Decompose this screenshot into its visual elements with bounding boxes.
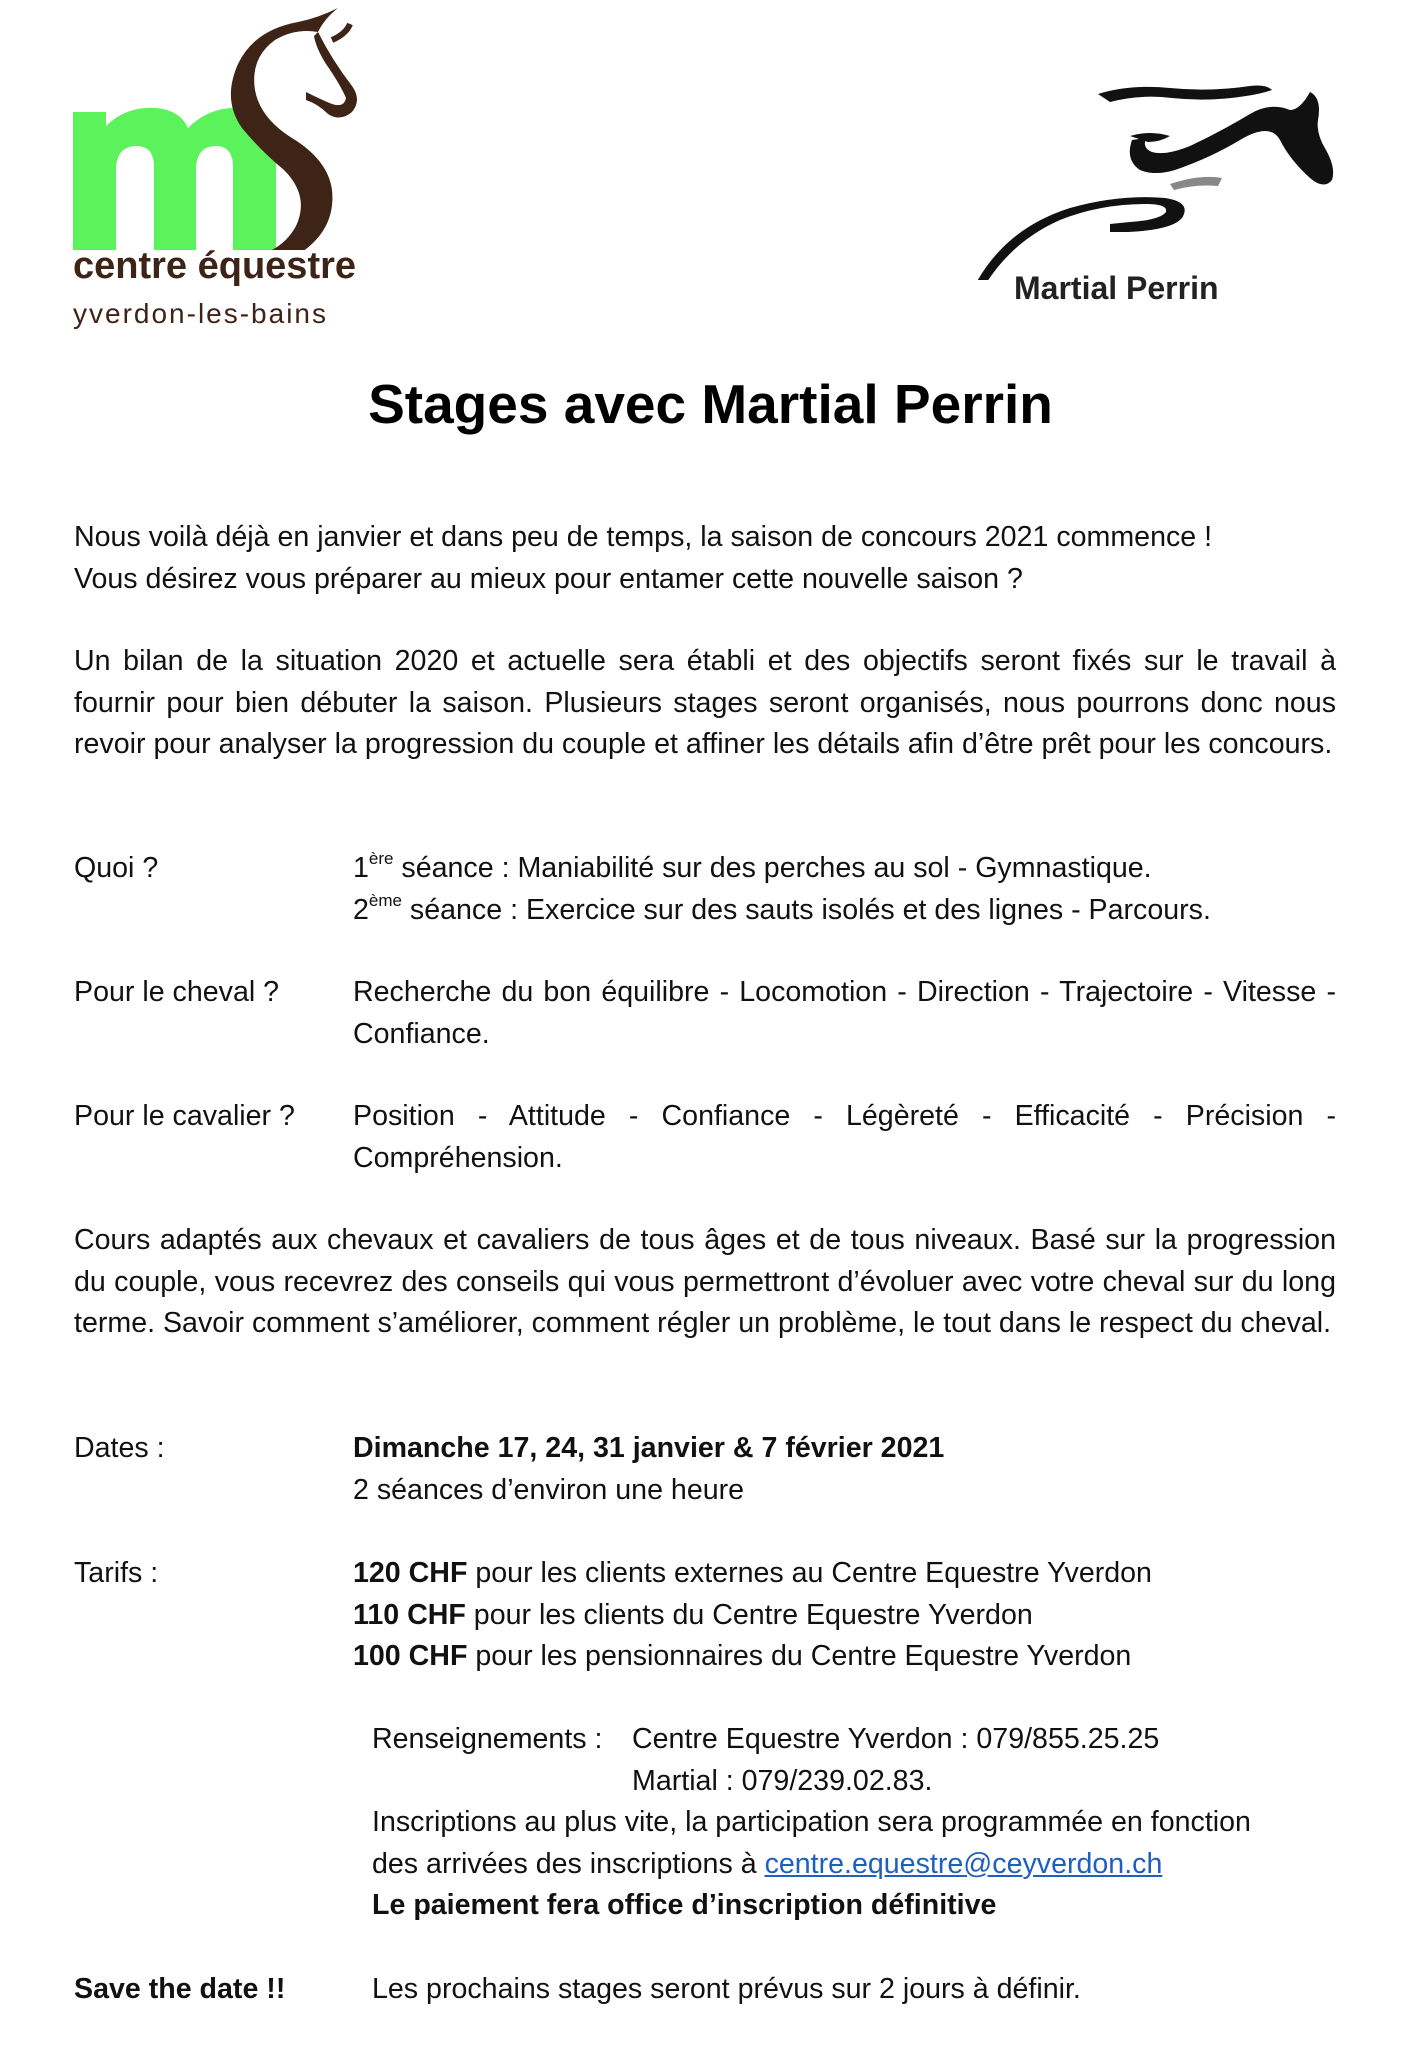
tarifs-row	[74, 1553, 1336, 1679]
dates-sub: 2 séances d’environ une heure	[353, 1473, 745, 1506]
logo-line1: centre équestre	[73, 245, 357, 287]
quoi-row	[74, 848, 1336, 932]
contact-line-1: Renseignements : Centre Equestre Yverdon : 079/855.25.25	[372, 1719, 1342, 1761]
logo-line2: yverdon-les-bains	[73, 298, 328, 329]
dates-value	[353, 1428, 1336, 1511]
dates-row	[74, 1428, 1336, 1512]
cavalier-row	[74, 1096, 1336, 1180]
intro-line-1: Nous voilà déjà en janvier et dans peu de temps, la saison de concours 2021 commence !	[74, 521, 1213, 553]
cheval-label: Pour le cheval ?	[74, 976, 280, 1008]
intro-line-2: Vous désirez vous préparer au mieux pour entamer cette nouvelle saison ?	[74, 562, 1023, 595]
seance-1: 1ère séance : Maniabilité sur des perches au sol - Gymnastique.	[353, 849, 1152, 884]
jumping-horse-icon	[960, 80, 1390, 280]
logo-right-name: Martial Perrin	[1014, 270, 1219, 306]
cours-paragraph: Cours adaptés aux chevaux et cavaliers de tous âges et de tous niveaux. Basé sur la progression du couple, vous recevrez des conseils qui vous permettront d’évoluer avec votre cheval sur du long terme. Savoir comment s’améliorer, comment régler un problème, le tout dans le respect du cheval.	[74, 1224, 1336, 1339]
renseignements-label: Renseignements :	[372, 1723, 603, 1755]
bilan-paragraph: Un bilan de la situation 2020 et actuelle sera établi et des objectifs seront fixés sur le travail à fournir pour bien débuter la saison. Plusieurs stages seront organisés, nous pourrons donc nous revoir pour analyser la progression du couple et affiner les détails afin d’être prêt pour les concours.	[74, 645, 1336, 760]
tarif-item: 100 CHF pour les pensionnaires du Centre Equestre Yverdon	[353, 1640, 1132, 1672]
tarif-item: 110 CHF pour les clients du Centre Equestre Yverdon	[353, 1598, 1033, 1631]
paiement-line: Le paiement fera office d’inscription définitive	[372, 1889, 997, 1921]
tarifs-value	[353, 1553, 1336, 1678]
inscriptions-line-1: Inscriptions au plus vite, la participation sera programmée en fonction	[372, 1806, 1251, 1838]
quoi-value	[353, 848, 1336, 931]
cheval-value: Recherche du bon équilibre - Locomotion - Direction - Trajectoire - Vitesse - Confiance.	[353, 976, 1336, 1050]
ms-horse-logo-icon	[70, 0, 380, 250]
email-link[interactable]: centre.equestre@ceyverdon.ch	[764, 1847, 1163, 1880]
martial-perrin-logo	[960, 80, 1390, 320]
renseignements-block	[372, 1719, 1342, 1927]
save-the-date-value: Les prochains stages seront prévus sur 2 jours à définir.	[372, 1973, 1081, 2005]
cavalier-label: Pour le cavalier ?	[74, 1100, 295, 1132]
page-title: Stages avec Martial Perrin	[368, 373, 1053, 435]
dates-label: Dates :	[74, 1432, 165, 1464]
quoi-label: Quoi ?	[74, 852, 159, 884]
dates-main: Dimanche 17, 24, 31 janvier & 7 février 2021	[353, 1432, 945, 1464]
cheval-row	[74, 972, 1336, 1056]
contact-line-2: Martial : 079/239.02.83.	[632, 1764, 933, 1797]
intro-paragraph	[74, 517, 1336, 600]
inscriptions-line-2: des arrivées des inscriptions à centre.equestre@ceyverdon.ch	[372, 1847, 1163, 1880]
tarif-item: 120 CHF pour les clients externes au Centre Equestre Yverdon	[353, 1557, 1152, 1589]
save-the-date-label: Save the date !!	[74, 1973, 286, 2005]
seance-2: 2ème séance : Exercice sur des sauts isolés et des lignes - Parcours.	[353, 890, 1211, 926]
tarifs-label: Tarifs :	[74, 1557, 159, 1589]
save-the-date-row	[74, 1969, 1336, 2011]
centre-equestre-logo	[70, 0, 380, 345]
cavalier-value: Position - Attitude - Confiance - Légèreté - Efficacité - Précision - Compréhension.	[353, 1100, 1336, 1174]
